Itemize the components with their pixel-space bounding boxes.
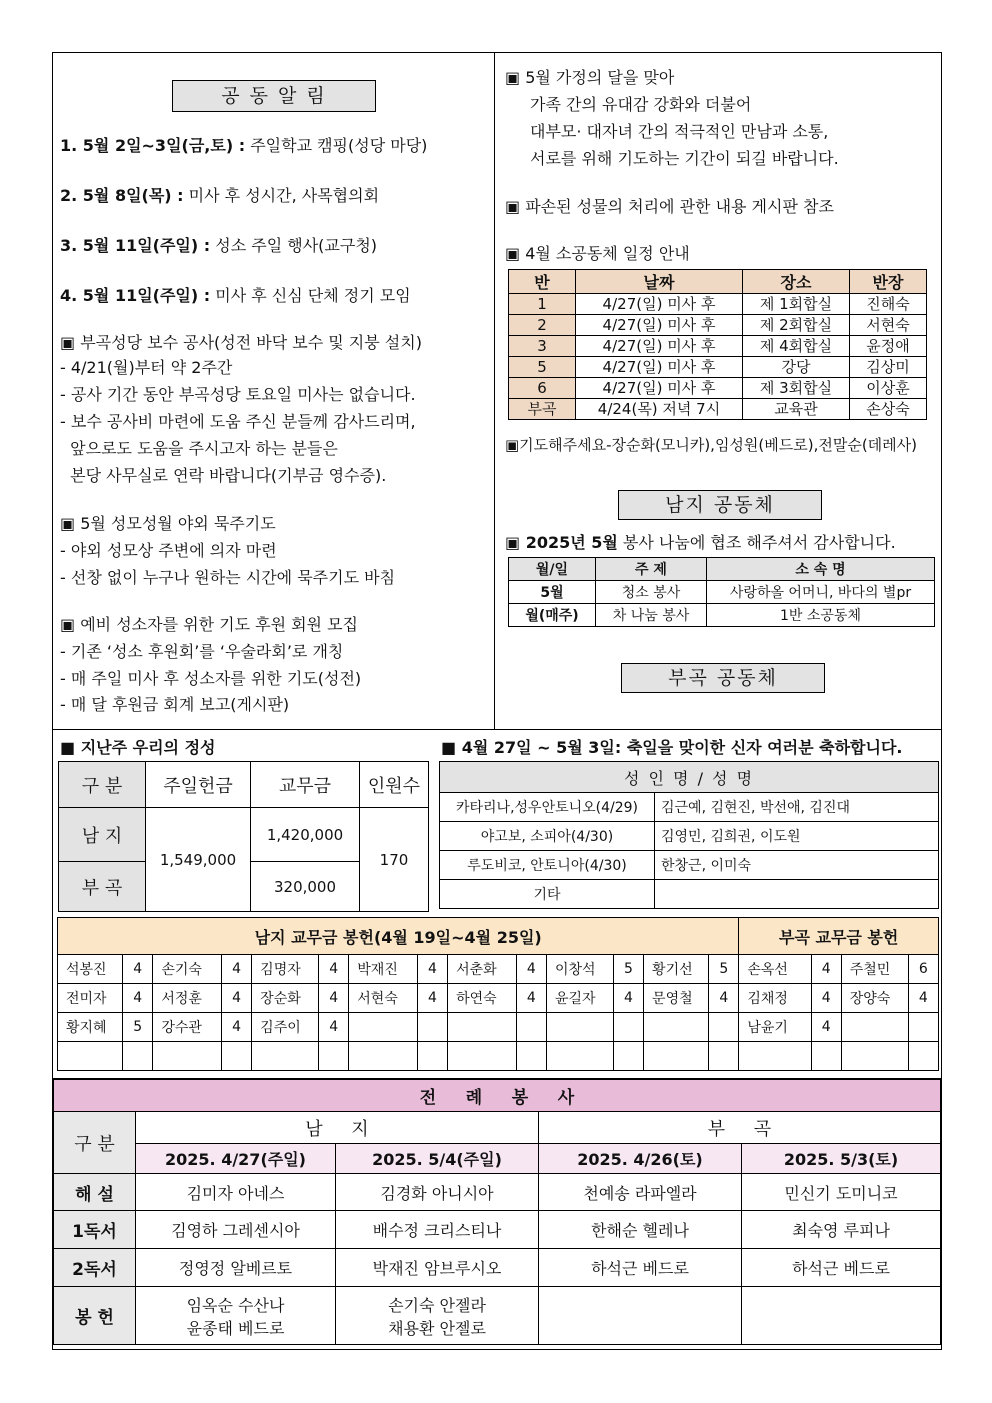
- service-col-header: 주 제: [596, 558, 707, 581]
- table-row: [440, 851, 939, 880]
- donor-months: 4: [613, 984, 643, 1013]
- cell: 진해숙: [850, 294, 927, 315]
- notice-1: 1. 5월 2일~3일(금,토) : 주일학교 캠핑(성당 마당): [60, 136, 428, 155]
- table-row: [509, 399, 927, 420]
- cell: 3: [509, 336, 576, 357]
- row-label: 1독서: [54, 1211, 136, 1249]
- cell: 서현숙: [850, 315, 927, 336]
- mary-heading: ▣ 5월 성모성월 야외 묵주기도: [60, 514, 276, 533]
- cell: 1,420,000: [251, 808, 360, 862]
- donor-months: 4: [811, 955, 841, 984]
- donor-name: 서정훈: [153, 984, 222, 1013]
- cell: 김영민, 김희권, 이도원: [655, 822, 939, 851]
- date-header: 2025. 4/26(토): [539, 1144, 742, 1174]
- donor-months: [613, 1013, 643, 1042]
- donor-name: 남윤기: [739, 1013, 811, 1042]
- donor-name: 강수관: [153, 1013, 222, 1042]
- donor-months: 4: [221, 984, 251, 1013]
- row-label: 남 지: [59, 808, 146, 862]
- donor-name: [546, 1042, 613, 1071]
- family-heading: ▣ 5월 가정의 달을 맞아: [505, 68, 675, 87]
- cell: 한창근, 이미숙: [655, 851, 939, 880]
- donor-months: [709, 1013, 739, 1042]
- donor-months: [709, 1042, 739, 1071]
- donor-months: 4: [221, 1013, 251, 1042]
- cell: 천예송 라파엘라: [539, 1174, 742, 1211]
- cell: 하석근 베드로: [539, 1249, 742, 1287]
- offering-col-header: 구 분: [59, 762, 146, 808]
- cell: 민신기 도미니코: [742, 1174, 941, 1211]
- offer-name: 임옥순 수산나: [186, 1295, 285, 1315]
- table-row: [58, 984, 939, 1013]
- cell: 기타: [440, 880, 655, 909]
- donor-months: 4: [516, 984, 546, 1013]
- cell: 2: [509, 315, 576, 336]
- birthday-table: [439, 761, 939, 909]
- vocation-line: - 기존 ‘성소 후원회’를 ‘우술라회’로 개칭: [60, 642, 344, 661]
- schedule-col-header: 반장: [850, 270, 927, 294]
- schedule-col-header: 날짜: [576, 270, 743, 294]
- donor-name: 황지혜: [58, 1013, 123, 1042]
- table-row: [509, 315, 927, 336]
- donor-months: 4: [908, 984, 938, 1013]
- cell: [655, 880, 939, 909]
- cell: 4/24(목) 저녁 7시: [576, 399, 743, 420]
- table-row: [440, 793, 939, 822]
- cell: 김근예, 김현진, 박선애, 김진대: [655, 793, 939, 822]
- cell: 최숙영 루피나: [742, 1211, 941, 1249]
- offer-name: 손기숙 안젤라: [388, 1295, 486, 1315]
- row-label: 부 곡: [59, 862, 146, 912]
- cell: 윤정애: [850, 336, 927, 357]
- donor-name: 문영철: [644, 984, 709, 1013]
- cell: [539, 1287, 742, 1345]
- donor-name: [349, 1013, 418, 1042]
- donor-name: [349, 1042, 418, 1071]
- donor-name: 주철민: [841, 955, 908, 984]
- notice-4: 4. 5월 11일(주일) : 미사 후 신심 단체 정기 모임: [60, 286, 411, 305]
- donor-months: [516, 1013, 546, 1042]
- cell: 카타리나,성우안토니오(4/29): [440, 793, 655, 822]
- table-row: [440, 822, 939, 851]
- cell: 제 2회합실: [743, 315, 850, 336]
- donor-name: 김채정: [739, 984, 811, 1013]
- cell: 배수정 크리스티나: [336, 1211, 539, 1249]
- cell: 김영하 그레센시아: [136, 1211, 336, 1249]
- donor-months: 4: [319, 984, 349, 1013]
- liturgy-title: 전 례 봉 사: [54, 1080, 941, 1112]
- cell: 차 나눔 봉사: [596, 604, 707, 627]
- cell: 4/27(일) 미사 후: [576, 357, 743, 378]
- mary-line: - 선창 없이 누구나 원하는 시간에 묵주기도 바침: [60, 568, 396, 587]
- namji-header: 남 지: [136, 1112, 539, 1144]
- schedule-col-header: 장소: [743, 270, 850, 294]
- donor-name: 전미자: [58, 984, 123, 1013]
- donor-name: [841, 1013, 908, 1042]
- offering-col-header: 교무금: [251, 762, 360, 808]
- table-row: [58, 1013, 939, 1042]
- family-line: 대부모· 대자녀 간의 적극적인 만남과 소통,: [530, 122, 829, 141]
- cell: 정영정 알베르토: [136, 1249, 336, 1287]
- birthday-heading: ■ 4월 27일 ~ 5월 3일: 축일을 맞이한 신자 여러분 축하합니다.: [441, 738, 903, 757]
- section-divider: [52, 729, 942, 730]
- donor-name: 손기숙: [153, 955, 222, 984]
- donor-name: [644, 1042, 709, 1071]
- donor-months: 5: [123, 1013, 153, 1042]
- liturgy-table: [53, 1079, 941, 1345]
- cell: 하석근 베드로: [742, 1249, 941, 1287]
- table-row: [509, 357, 927, 378]
- repair-line: - 4/21(월)부터 약 2주간: [60, 358, 233, 377]
- donor-months: 5: [709, 955, 739, 984]
- donor-name: 김주이: [252, 1013, 319, 1042]
- namji-gyomu-heading: 남지 교무금 봉헌(4월 19일~4월 25일): [58, 918, 739, 955]
- column-divider: [494, 52, 495, 729]
- offer-name: 채용환 안젤로: [388, 1318, 486, 1338]
- cell: 교육관: [743, 399, 850, 420]
- family-line: 가족 간의 유대감 강화와 더불어: [530, 95, 752, 114]
- namji-community-title: 남지 공동체: [618, 490, 822, 520]
- row-label: 2독서: [54, 1249, 136, 1287]
- bugok-gyomu-heading: 부곡 교무금 봉헌: [739, 918, 939, 955]
- schedule-table: [508, 269, 927, 420]
- donor-name: 석봉진: [58, 955, 123, 984]
- donor-name: [448, 1042, 517, 1071]
- notice-title: 공 동 알 림: [172, 80, 376, 112]
- date-header: 2025. 5/4(주일): [336, 1144, 539, 1174]
- donor-name: 장양숙: [841, 984, 908, 1013]
- family-line: 서로를 위해 기도하는 기간이 되길 바랍니다.: [530, 149, 839, 168]
- offering-col-header: 주일헌금: [146, 762, 251, 808]
- donor-months: [908, 1013, 938, 1042]
- donor-months: 4: [123, 955, 153, 984]
- donor-name: [739, 1042, 811, 1071]
- donor-months: [123, 1042, 153, 1071]
- table-row: [59, 808, 429, 862]
- table-row: [54, 1174, 941, 1211]
- donor-name: 박재진: [349, 955, 418, 984]
- service-col-header: 월/일: [509, 558, 596, 581]
- table-row: [58, 1042, 939, 1071]
- date-header: 2025. 4/27(주일): [136, 1144, 336, 1174]
- notice-3: 3. 5월 11일(주일) : 성소 주일 행사(교구청): [60, 236, 378, 255]
- row-label: 해 설: [54, 1174, 136, 1211]
- cell: [742, 1287, 941, 1345]
- cell: 6: [509, 378, 576, 399]
- schedule-col-header: 반: [509, 270, 576, 294]
- offering-heading: ■ 지난주 우리의 정성: [60, 738, 216, 757]
- table-row: [509, 336, 927, 357]
- donor-name: [153, 1042, 222, 1071]
- table-row: [440, 880, 939, 909]
- donor-months: [811, 1042, 841, 1071]
- date-header: 2025. 5/3(토): [742, 1144, 941, 1174]
- cell: 사랑하올 어머니, 바다의 별pr: [707, 581, 935, 604]
- cell: 4/27(일) 미사 후: [576, 336, 743, 357]
- cell: 야고보, 소피아(4/30): [440, 822, 655, 851]
- donor-months: 4: [811, 984, 841, 1013]
- cell: 1반 소공동체: [707, 604, 935, 627]
- relic-notice: ▣ 파손된 성물의 처리에 관한 내용 게시판 참조: [505, 197, 834, 216]
- donor-name: [58, 1042, 123, 1071]
- cell: [136, 1287, 336, 1345]
- donor-months: [908, 1042, 938, 1071]
- vocation-line: - 매 주일 미사 후 성소자를 위한 기도(성전): [60, 669, 362, 688]
- cell: 월(매주): [509, 604, 596, 627]
- donor-months: [613, 1042, 643, 1071]
- donor-name: [841, 1042, 908, 1071]
- table-row: [54, 1287, 941, 1345]
- donor-months: 4: [123, 984, 153, 1013]
- donor-months: 4: [709, 984, 739, 1013]
- donor-months: 4: [417, 955, 447, 984]
- mary-line: - 야외 성모상 주변에 의자 마련: [60, 541, 277, 560]
- prayer-request: ▣기도해주세요-장순화(모니카),임성원(베드로),전말순(데레사): [505, 436, 917, 454]
- table-row: [509, 378, 927, 399]
- donor-months: [417, 1042, 447, 1071]
- schedule-heading: ▣ 4월 소공동체 일정 안내: [505, 244, 690, 263]
- repair-line: 앞으로도 도움을 주시고자 하는 분들은: [60, 439, 338, 458]
- donor-name: 하연숙: [448, 984, 517, 1013]
- donor-name: [448, 1013, 517, 1042]
- cell: 김상미: [850, 357, 927, 378]
- table-row: [509, 581, 935, 604]
- cell: 제 4회합실: [743, 336, 850, 357]
- cell: 4/27(일) 미사 후: [576, 294, 743, 315]
- cell: 320,000: [251, 862, 360, 912]
- cell: 청소 봉사: [596, 581, 707, 604]
- cell: 4/27(일) 미사 후: [576, 315, 743, 336]
- donor-months: [221, 1042, 251, 1071]
- thanks-heading: ▣ 2025년 5월 봉사 나눔에 협조 해주셔서 감사합니다.: [505, 533, 896, 552]
- offering-table: [58, 761, 429, 912]
- cell: 손상숙: [850, 399, 927, 420]
- table-row: [509, 294, 927, 315]
- donor-name: [546, 1013, 613, 1042]
- vocation-line: - 매 달 후원금 회계 보고(게시판): [60, 695, 290, 714]
- service-table: [508, 557, 935, 627]
- donor-name: 김명자: [252, 955, 319, 984]
- cell: 제 3회합실: [743, 378, 850, 399]
- donor-months: [417, 1013, 447, 1042]
- donor-name: 황기선: [644, 955, 709, 984]
- cell: 부곡: [509, 399, 576, 420]
- sunday-total: 1,549,000: [146, 808, 251, 912]
- donor-months: 4: [319, 955, 349, 984]
- offering-col-header: 인원수: [360, 762, 429, 808]
- repair-heading: ▣ 부곡성당 보수 공사(성전 바닥 보수 및 지붕 설치): [60, 333, 422, 352]
- donor-months: [516, 1042, 546, 1071]
- vocation-heading: ▣ 예비 성소자를 위한 기도 후원 회원 모집: [60, 615, 359, 634]
- cell: [336, 1287, 539, 1345]
- table-row: [509, 604, 935, 627]
- donor-months: [319, 1042, 349, 1071]
- people-count: 170: [360, 808, 429, 912]
- repair-line: - 보수 공사비 마련에 도움 주신 분들께 감사드리며,: [60, 412, 416, 431]
- cell: 1: [509, 294, 576, 315]
- cell: 4/27(일) 미사 후: [576, 378, 743, 399]
- donor-name: 장순화: [252, 984, 319, 1013]
- donor-months: 4: [417, 984, 447, 1013]
- cell: 제 1회합실: [743, 294, 850, 315]
- donor-months: 5: [613, 955, 643, 984]
- donor-name: 손옥선: [739, 955, 811, 984]
- cell: 김경화 아니시아: [336, 1174, 539, 1211]
- service-col-header: 소 속 명: [707, 558, 935, 581]
- gyomu-table: [57, 917, 939, 1071]
- donor-name: 서현숙: [349, 984, 418, 1013]
- table-row: [54, 1249, 941, 1287]
- donor-months: 6: [908, 955, 938, 984]
- donor-name: 이창석: [546, 955, 613, 984]
- gubun-header: 구 분: [54, 1112, 136, 1174]
- table-row: [58, 955, 939, 984]
- row-label: 봉 헌: [54, 1287, 136, 1345]
- donor-name: [644, 1013, 709, 1042]
- bugok-header: 부 곡: [539, 1112, 941, 1144]
- repair-line: - 공사 기간 동안 부곡성당 토요일 미사는 없습니다.: [60, 385, 416, 404]
- cell: 5월: [509, 581, 596, 604]
- cell: 루도비코, 안토니아(4/30): [440, 851, 655, 880]
- cell: 이상훈: [850, 378, 927, 399]
- donor-name: 윤길자: [546, 984, 613, 1013]
- repair-line: 본당 사무실로 연락 바랍니다(기부금 영수증).: [60, 466, 387, 485]
- cell: 한해순 헬레나: [539, 1211, 742, 1249]
- table-row: [54, 1211, 941, 1249]
- cell: 5: [509, 357, 576, 378]
- donor-name: 서춘화: [448, 955, 517, 984]
- notice-2: 2. 5월 8일(목) : 미사 후 성시간, 사목협의회: [60, 186, 380, 205]
- cell: 박재진 암브루시오: [336, 1249, 539, 1287]
- donor-months: 4: [319, 1013, 349, 1042]
- donor-name: [252, 1042, 319, 1071]
- bugok-community-title: 부곡 공동체: [621, 663, 825, 693]
- cell: 김미자 아네스: [136, 1174, 336, 1211]
- offer-name: 윤종태 베드로: [186, 1318, 285, 1338]
- donor-months: 4: [516, 955, 546, 984]
- donor-months: 4: [221, 955, 251, 984]
- donor-months: 4: [811, 1013, 841, 1042]
- cell: 강당: [743, 357, 850, 378]
- birthday-col-header: 성 인 명 / 성 명: [440, 762, 939, 793]
